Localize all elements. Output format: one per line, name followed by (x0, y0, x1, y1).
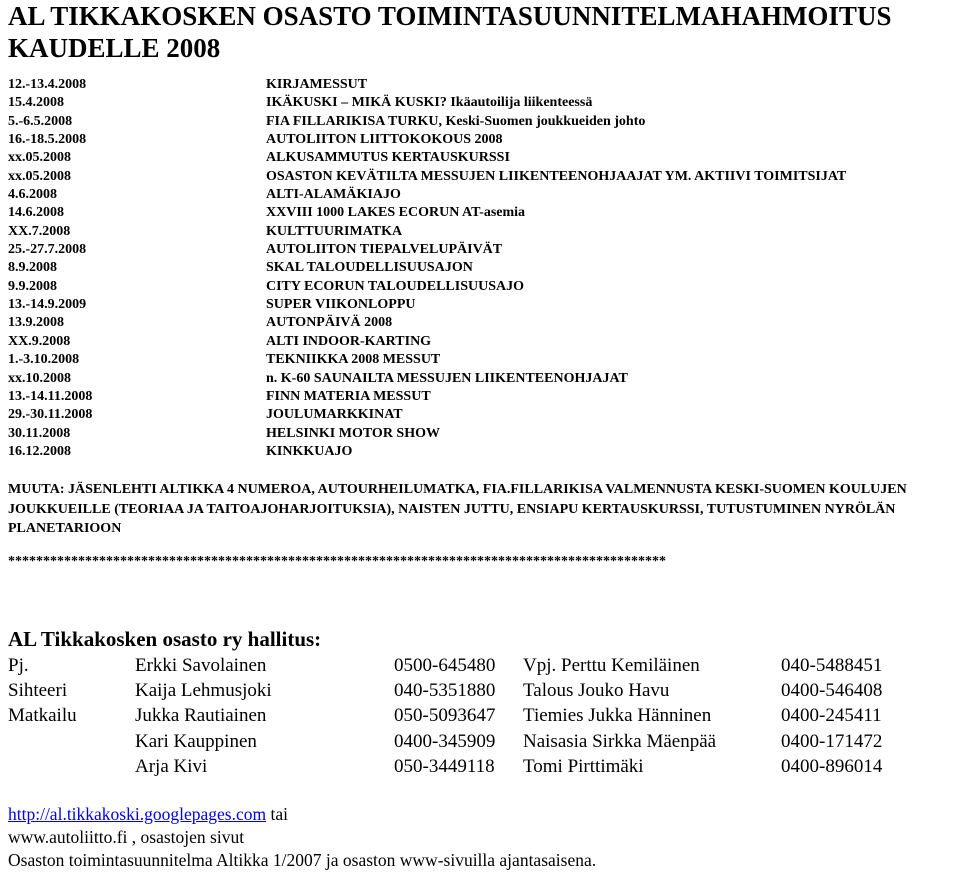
event-name: XXVIII 1000 LAKES ECORUN AT-asemia (266, 205, 526, 221)
member-role: Pj. (8, 655, 29, 676)
member-role: Matkailu (8, 705, 77, 727)
event-date: 30.11.2008 (8, 425, 71, 441)
event-date: 12.-13.4.2008 (8, 77, 87, 92)
event-name: FIA FILLARIKISA TURKU, Keski-Suomen joukkueiden johto (266, 113, 646, 129)
event-name: IKÄKUSKI – MIKÄ KUSKI? Ikäautoilija liikenteessä (266, 95, 593, 111)
member-name: Kaija Lehmusjoki (135, 680, 272, 702)
event-date: XX.7.2008 (8, 223, 71, 239)
event-date: 4.6.2008 (8, 187, 57, 203)
member-phone: 040-5351880 (394, 680, 496, 702)
member-name: Jukka Rautiainen (135, 705, 267, 727)
event-date: 29.-30.11.2008 (8, 407, 93, 423)
member-phone-2: 0400-546408 (781, 680, 883, 702)
event-date: 1.-3.10.2008 (8, 352, 80, 368)
event-name: FINN MATERIA MESSUT (266, 388, 431, 404)
event-date: 13.-14.9.2009 (8, 297, 87, 313)
member-name: Erkki Savolainen (135, 655, 267, 676)
member-name: Kari Kauppinen (135, 730, 257, 752)
member-phone: 050-3449118 (394, 755, 495, 777)
event-date: 25.-27.7.2008 (8, 242, 87, 258)
member-phone-2: 0400-896014 (781, 755, 883, 777)
event-date: 13.9.2008 (8, 315, 64, 331)
footer-line-3: Osaston toimintasuunnitelma Altikka 1/2007 ja osaston www-sivuilla ajantasaisena. (8, 850, 597, 870)
member-role-name-2: Talous Jouko Havu (523, 680, 670, 702)
event-name: OSASTON KEVÄTILTA MESSUJEN LIIKENTEENOHJAAJAT YM. AKTIIVI TOIMITSIJAT (266, 168, 847, 184)
event-name: CITY ECORUN TALOUDELLISUUSAJO (266, 278, 525, 294)
event-name: ALKUSAMMUTUS KERTAUSKURSSI (266, 150, 510, 166)
footer-line-1 (8, 803, 596, 826)
member-phone-2: 0400-171472 (781, 730, 883, 752)
event-date: xx.05.2008 (8, 168, 71, 184)
event-name: KIRJAMESSUT (266, 77, 368, 92)
member-phone-2: 0400-245411 (781, 705, 882, 727)
member-phone: 050-5093647 (394, 705, 496, 727)
member-role-name-2: Vpj. Perttu Kemiläinen (523, 655, 700, 676)
event-name: AUTOLIITON TIEPALVELUPÄIVÄT (266, 242, 503, 258)
event-date: 16.-18.5.2008 (8, 132, 87, 148)
event-name: SKAL TALOUDELLISUUSAJON (266, 260, 473, 276)
event-name: AUTONPÄIVÄ 2008 (266, 315, 393, 331)
event-name: KINKKUAJO (266, 443, 353, 459)
event-date: 8.9.2008 (8, 260, 57, 276)
website-link[interactable]: http://al.tikkakoski.googlepages.com (8, 804, 267, 824)
event-date: 15.4.2008 (8, 95, 64, 111)
other-activities-paragraph: MUUTA: JÄSENLEHTI ALTIKKA 4 NUMEROA, AUTOURHEILUMATKA, FIA.FILLARIKISA VALMENNUSTA KESKI-SUOMEN KOULUJEN JOUKKUEILLE (TEORIAA JA TAITOAJOHARJOITUKSIA), NAISTEN JUTTU, ENSIAPU KERTAUSKURSSI, TUTUSTUMINEN NYRÖLÄN PLANETARIOON (8, 482, 907, 536)
event-name: HELSINKI MOTOR SHOW (266, 425, 441, 441)
footer (8, 803, 596, 872)
member-phone-2: 040-5488451 (781, 655, 883, 676)
event-date: xx.10.2008 (8, 370, 71, 386)
board-heading: AL Tikkakosken osasto ry hallitus: (8, 627, 322, 651)
event-date: XX.9.2008 (8, 333, 71, 349)
event-name: KULTTUURIMATKA (266, 223, 403, 239)
event-date: 9.9.2008 (8, 278, 57, 294)
member-role-name-2: Tomi Pirttimäki (523, 755, 644, 777)
member-role: Sihteeri (8, 680, 68, 702)
member-phone: 0500-645480 (394, 655, 496, 676)
member-role-name-2: Naisasia Sirkka Mäenpää (523, 730, 717, 752)
member-name: Arja Kivi (135, 755, 208, 777)
event-date: 16.12.2008 (8, 443, 71, 459)
footer-line-2: www.autoliitto.fi , osastojen sivut (8, 827, 245, 847)
event-name: n. K-60 SAUNAILTA MESSUJEN LIIKENTEENOHJAJAT (266, 370, 628, 386)
member-phone: 0400-345909 (394, 730, 496, 752)
event-name: ALTI-ALAMÄKIAJO (266, 187, 401, 203)
member-role-name-2: Tiemies Jukka Hänninen (523, 705, 712, 727)
event-name: JOULUMARKKINAT (266, 407, 403, 423)
event-name: AUTOLIITON LIITTOKOKOUS 2008 (266, 132, 503, 148)
separator-line: ********************************************************************************************** (8, 554, 666, 569)
event-date: 5.-6.5.2008 (8, 113, 73, 129)
event-date: 14.6.2008 (8, 205, 64, 221)
event-date: xx.05.2008 (8, 150, 71, 166)
event-name: SUPER VIIKONLOPPU (266, 297, 416, 313)
event-date: 13.-14.11.2008 (8, 388, 93, 404)
link-suffix: tai (266, 804, 288, 824)
event-name: ALTI INDOOR-KARTING (266, 333, 432, 349)
event-name: TEKNIIKKA 2008 MESSUT (266, 352, 441, 368)
document-title: AL TIKKAKOSKEN OSASTO TOIMINTASUUNNITELMAHAHMOITUS KAUDELLE 2008 (8, 1, 892, 63)
